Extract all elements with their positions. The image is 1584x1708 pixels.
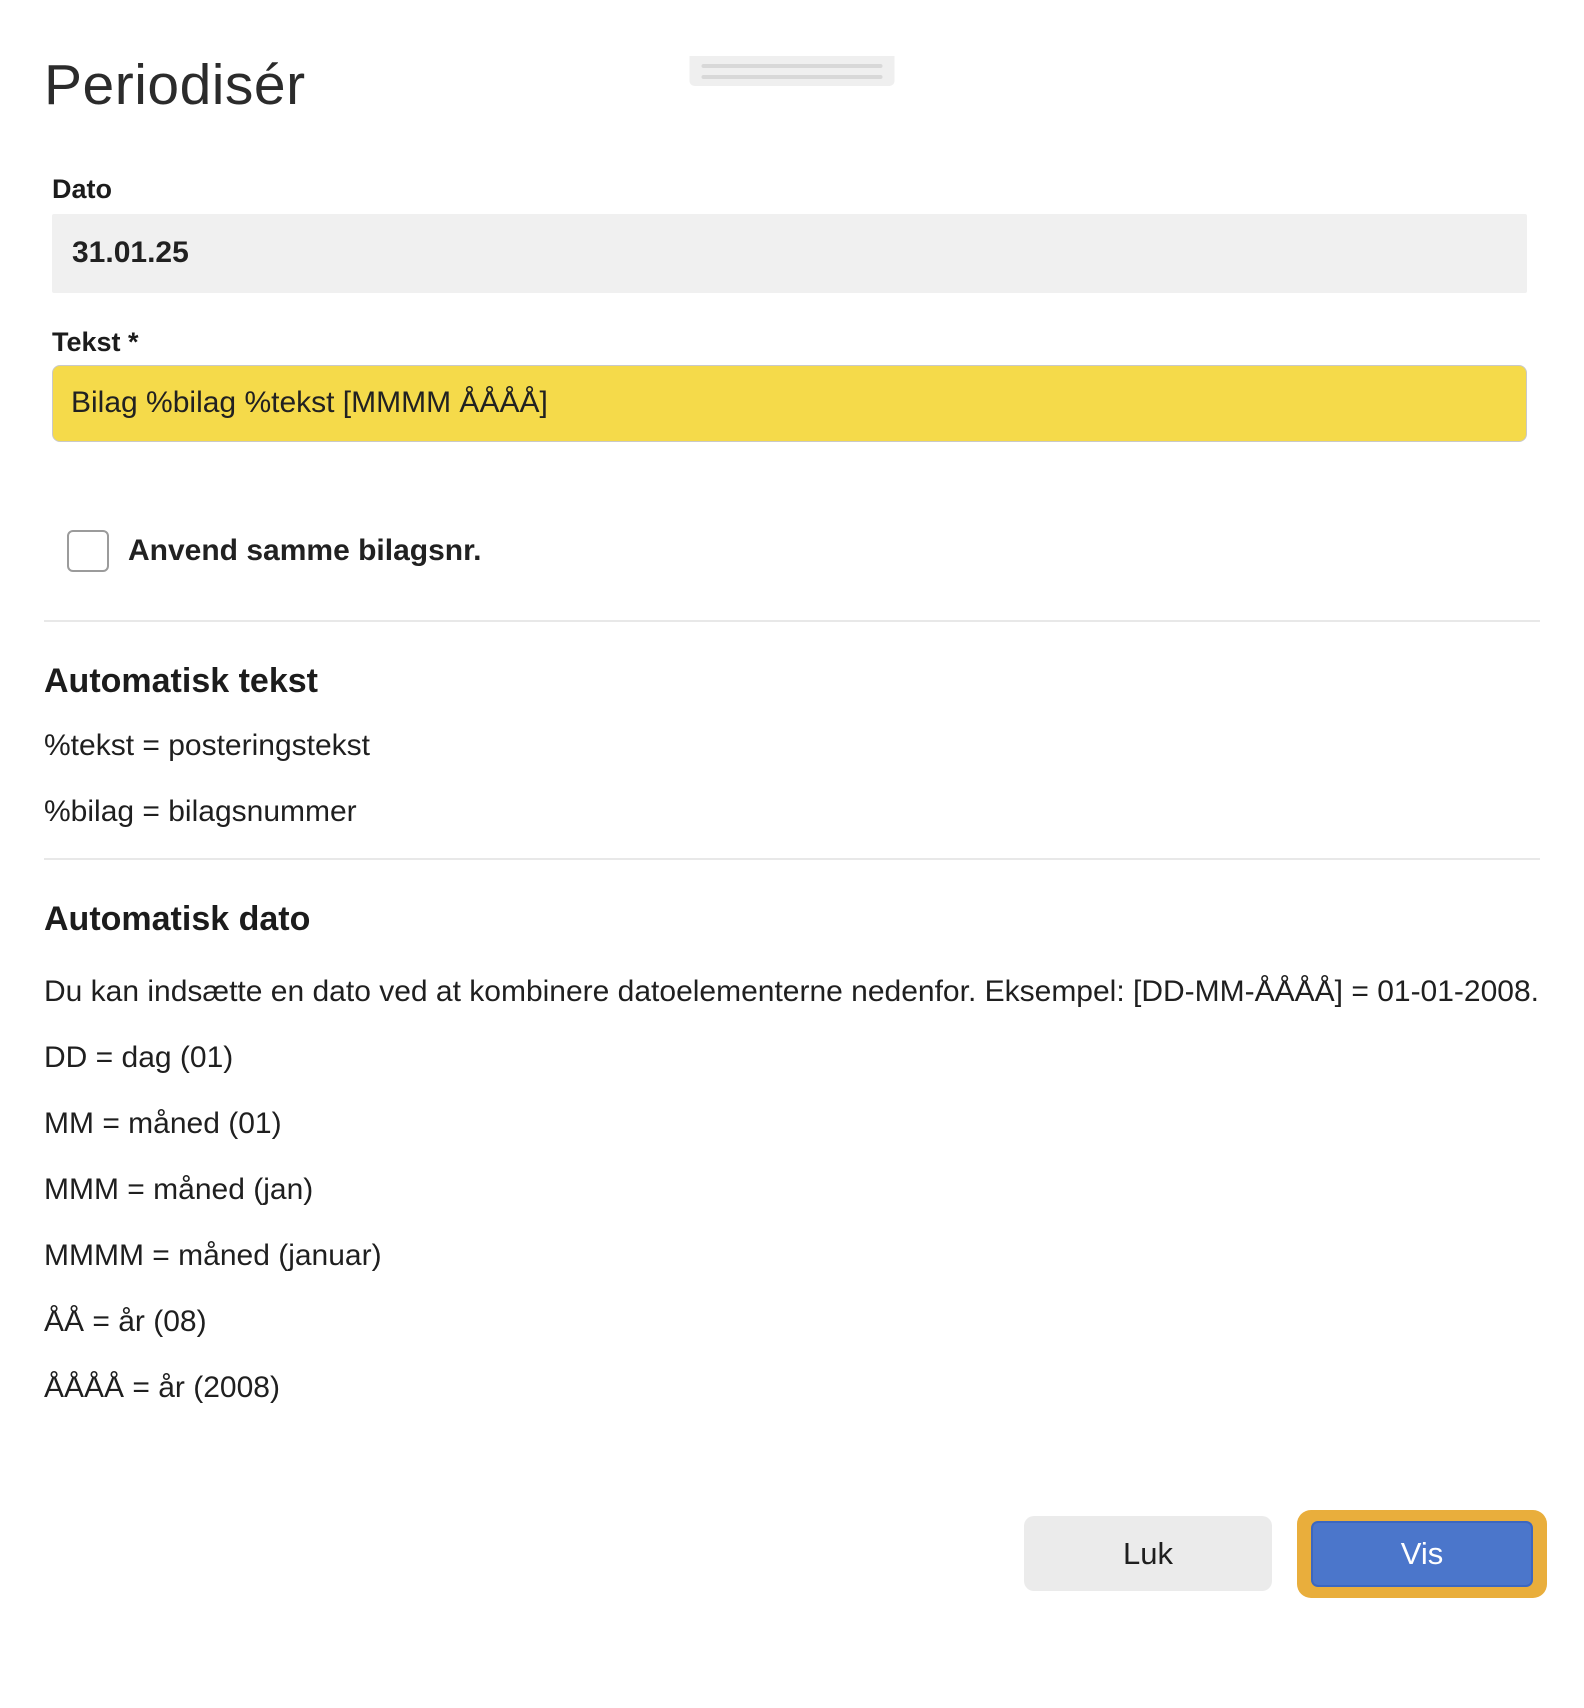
date-element-aaaa: ÅÅÅÅ = år (2008) bbox=[44, 1370, 280, 1404]
luk-button[interactable]: Luk bbox=[1024, 1516, 1272, 1591]
periodiser-dialog bbox=[0, 53, 1584, 1640]
dato-input[interactable] bbox=[52, 214, 1527, 293]
checkbox-row bbox=[67, 530, 1540, 572]
help-line-bilag: %bilag = bilagsnummer bbox=[44, 794, 357, 828]
drag-handle[interactable] bbox=[690, 56, 895, 86]
dato-intro-text: Du kan indsætte en dato ved at kombinere datoelementerne nedenfor. Eksempel: [DD-MM-ÅÅÅÅ] = 01-01-2008. bbox=[44, 974, 1539, 1008]
date-element-mmm: MMM = måned (jan) bbox=[44, 1172, 314, 1206]
vis-button[interactable]: Vis bbox=[1311, 1521, 1533, 1587]
date-element-mmmm: MMMM = måned (januar) bbox=[44, 1238, 382, 1272]
dato-label: Dato bbox=[52, 173, 112, 204]
date-element-dd: DD = dag (01) bbox=[44, 1040, 234, 1074]
anvend-samme-bilagsnr-label: Anvend samme bilagsnr. bbox=[128, 533, 482, 567]
tekst-input[interactable] bbox=[52, 365, 1527, 442]
page-title: Periodisér bbox=[44, 53, 306, 117]
drag-handle-bar bbox=[702, 64, 883, 68]
divider bbox=[44, 858, 1540, 860]
help-line-tekst: %tekst = posteringstekst bbox=[44, 728, 370, 762]
button-row bbox=[44, 1510, 1547, 1640]
tekst-label: Tekst * bbox=[52, 326, 139, 357]
form-area bbox=[52, 173, 1540, 572]
date-element-aa: ÅÅ = år (08) bbox=[44, 1304, 207, 1338]
divider bbox=[44, 620, 1540, 622]
drag-handle-bar bbox=[702, 75, 883, 79]
date-element-mm: MM = måned (01) bbox=[44, 1106, 282, 1140]
automatisk-tekst-heading: Automatisk tekst bbox=[44, 661, 318, 700]
vis-button-focus-ring bbox=[1297, 1510, 1547, 1598]
automatisk-dato-heading: Automatisk dato bbox=[44, 899, 311, 938]
anvend-samme-bilagsnr-checkbox[interactable] bbox=[67, 530, 109, 572]
